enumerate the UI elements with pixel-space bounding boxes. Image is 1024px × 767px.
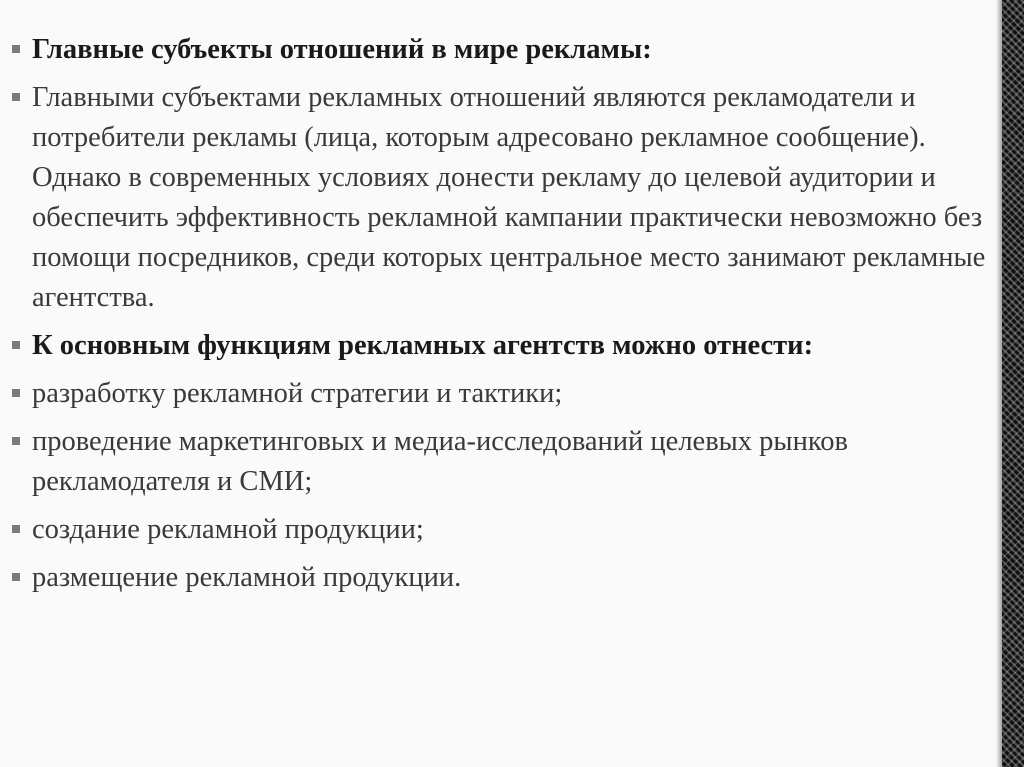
bullet-text: Главные субъекты отношений в мире рекламы: (32, 34, 652, 65)
bullet-item-function-strategy (10, 374, 990, 414)
bullet-item-heading-subjects (10, 30, 990, 70)
bullet-text: К основным функциям рекламных агентств можно отнести: (32, 330, 814, 361)
bullet-item-function-research (10, 422, 990, 502)
bullet-text: размещение рекламной продукции. (32, 562, 462, 593)
square-bullet-icon (12, 341, 20, 349)
square-bullet-icon (12, 389, 20, 397)
square-bullet-icon (12, 573, 20, 581)
square-bullet-icon (12, 437, 20, 445)
square-bullet-icon (12, 93, 20, 101)
bullet-item-subjects-description (10, 78, 990, 318)
bullet-item-function-creation (10, 510, 990, 550)
bullet-text: Главными субъектами рекламных отношений являются рекламодатели и потребители рекламы (лица, которым адресовано рекламное сообщение). Однако в современных условиях донести рекламу до целевой аудитории и обеспечить эффективность рекламной кампании практически невозможно без помощи посредников, среди которых центральное место занимают рекламные агентства. (32, 82, 986, 313)
bullet-item-function-placement (10, 558, 990, 598)
bullet-text: разработку рекламной стратегии и тактики; (32, 378, 563, 409)
square-bullet-icon (12, 525, 20, 533)
bullet-text: создание рекламной продукции; (32, 514, 424, 545)
decorative-right-band (1002, 0, 1024, 767)
bullet-text: проведение маркетинговых и медиа-исследований целевых рынков рекламодателя и СМИ; (32, 426, 848, 497)
bullet-item-heading-functions (10, 326, 990, 366)
square-bullet-icon (12, 45, 20, 53)
bullet-list (10, 30, 990, 606)
